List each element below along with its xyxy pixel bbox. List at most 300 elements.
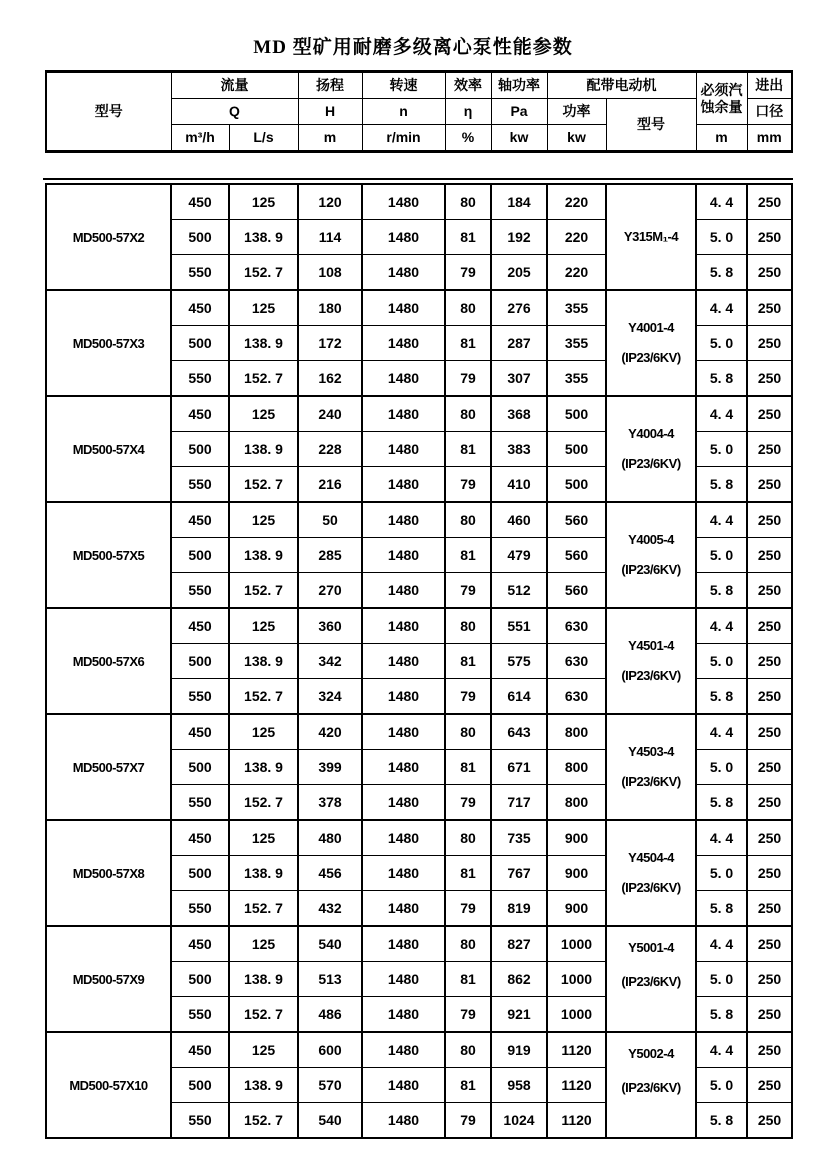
header-table [45,70,793,153]
unit-flow-m3h: m³/h [171,125,229,152]
npsh-cell: 5. 8 [696,1103,747,1139]
port-diameter-cell: 250 [747,538,792,573]
motor-power-cell: 800 [547,750,606,785]
port-diameter-cell: 250 [747,750,792,785]
flow-m3h-cell: 500 [171,856,229,891]
motor-model-line: Y4503-4 [628,744,674,759]
flow-m3h-cell: 500 [171,432,229,467]
npsh-cell: 4. 4 [696,1032,747,1068]
port-diameter-cell: 250 [747,997,792,1033]
col-header-motor-model: 型号 [606,99,696,152]
npsh-cell: 4. 4 [696,926,747,962]
port-diameter-cell: 250 [747,502,792,538]
port-diameter-cell: 250 [747,926,792,962]
flow-m3h-cell: 550 [171,997,229,1033]
motor-model-line: Y4005-4 [628,532,674,547]
unit-npsh: m [696,125,747,152]
head-cell: 432 [298,891,362,927]
shaft-power-cell: 551 [491,608,547,644]
port-diameter-cell: 250 [747,891,792,927]
npsh-cell: 5. 8 [696,997,747,1033]
port-diameter-cell: 250 [747,573,792,609]
motor-model-cell [606,926,696,1032]
flow-m3h-cell: 450 [171,396,229,432]
flow-ls-cell: 125 [229,290,298,326]
head-cell: 324 [298,679,362,715]
port-diameter-cell: 250 [747,714,792,750]
motor-power-cell: 220 [547,255,606,291]
motor-model-line: (IP23/6KV) [621,456,681,471]
port-diameter-cell: 250 [747,467,792,503]
efficiency-cell: 79 [445,255,491,291]
npsh-cell: 5. 0 [696,856,747,891]
flow-m3h-cell: 450 [171,820,229,856]
npsh-cell: 5. 0 [696,962,747,997]
col-header-efficiency: 效率 [445,72,491,99]
efficiency-cell: 81 [445,644,491,679]
pump-model-cell: MD500-57X9 [46,926,171,1032]
motor-power-cell: 900 [547,891,606,927]
col-header-head: 扬程 [298,72,362,99]
port-diameter-cell: 250 [747,361,792,397]
motor-model-cell [606,396,696,502]
speed-cell: 1480 [362,785,445,821]
head-cell: 180 [298,290,362,326]
flow-m3h-cell: 450 [171,714,229,750]
motor-power-cell: 500 [547,432,606,467]
shaft-power-cell: 643 [491,714,547,750]
col-header-shaft-power-symbol: Pa [491,99,547,125]
port-diameter-cell: 250 [747,184,792,220]
flow-ls-cell: 152. 7 [229,573,298,609]
motor-power-cell: 355 [547,326,606,361]
motor-model-line: Y4504-4 [628,850,674,865]
efficiency-cell: 80 [445,1032,491,1068]
motor-model-line: Y4501-4 [628,638,674,653]
port-diameter-cell: 250 [747,820,792,856]
motor-model-line: Y315M₁-4 [623,229,679,244]
unit-motor-power: kw [547,125,606,152]
flow-ls-cell: 125 [229,184,298,220]
motor-model-line: (IP23/6KV) [621,668,681,683]
pump-model-cell: MD500-57X6 [46,608,171,714]
head-cell: 480 [298,820,362,856]
motor-power-cell: 800 [547,714,606,750]
motor-model-line: (IP23/6KV) [621,974,681,989]
efficiency-cell: 79 [445,467,491,503]
head-cell: 270 [298,573,362,609]
flow-ls-cell: 125 [229,608,298,644]
npsh-cell: 5. 0 [696,538,747,573]
npsh-cell: 4. 4 [696,396,747,432]
motor-model-cell [606,502,696,608]
motor-model-cell [606,714,696,820]
speed-cell: 1480 [362,502,445,538]
motor-model-line: (IP23/6KV) [621,774,681,789]
efficiency-cell: 79 [445,785,491,821]
motor-power-cell: 1120 [547,1032,606,1068]
efficiency-cell: 81 [445,432,491,467]
speed-cell: 1480 [362,714,445,750]
col-header-speed-symbol: n [362,99,445,125]
speed-cell: 1480 [362,644,445,679]
flow-ls-cell: 138. 9 [229,220,298,255]
shaft-power-cell: 287 [491,326,547,361]
flow-ls-cell: 138. 9 [229,856,298,891]
shaft-power-cell: 767 [491,856,547,891]
motor-model-cell [606,184,696,290]
pump-model-cell: MD500-57X3 [46,290,171,396]
npsh-cell: 5. 0 [696,644,747,679]
unit-shaft-power: kw [491,125,547,152]
pump-model-cell: MD500-57X8 [46,820,171,926]
shaft-power-cell: 184 [491,184,547,220]
head-cell: 285 [298,538,362,573]
motor-power-cell: 1000 [547,997,606,1033]
efficiency-cell: 79 [445,361,491,397]
motor-power-cell: 355 [547,290,606,326]
head-cell: 216 [298,467,362,503]
head-cell: 570 [298,1068,362,1103]
flow-ls-cell: 125 [229,1032,298,1068]
motor-model-cell [606,608,696,714]
npsh-cell: 5. 8 [696,255,747,291]
speed-cell: 1480 [362,573,445,609]
speed-cell: 1480 [362,820,445,856]
shaft-power-cell: 862 [491,962,547,997]
shaft-power-cell: 307 [491,361,547,397]
flow-m3h-cell: 450 [171,502,229,538]
unit-efficiency: % [445,125,491,152]
motor-power-cell: 560 [547,573,606,609]
flow-m3h-cell: 550 [171,467,229,503]
pump-model-cell: MD500-57X5 [46,502,171,608]
flow-m3h-cell: 550 [171,679,229,715]
port-diameter-cell: 250 [747,432,792,467]
pump-model-cell: MD500-57X7 [46,714,171,820]
motor-power-cell: 355 [547,361,606,397]
efficiency-cell: 80 [445,502,491,538]
speed-cell: 1480 [362,361,445,397]
speed-cell: 1480 [362,1068,445,1103]
efficiency-cell: 79 [445,679,491,715]
motor-model-line: (IP23/6KV) [621,1080,681,1095]
motor-power-cell: 560 [547,502,606,538]
npsh-cell: 4. 4 [696,608,747,644]
motor-power-cell: 900 [547,856,606,891]
shaft-power-cell: 410 [491,467,547,503]
flow-m3h-cell: 500 [171,750,229,785]
head-cell: 420 [298,714,362,750]
col-header-shaft-power: 轴功率 [491,72,547,99]
port-diameter-cell: 250 [747,220,792,255]
head-cell: 108 [298,255,362,291]
motor-power-cell: 630 [547,679,606,715]
npsh-cell: 4. 4 [696,820,747,856]
shaft-power-cell: 205 [491,255,547,291]
motor-model-line: (IP23/6KV) [621,880,681,895]
shaft-power-cell: 192 [491,220,547,255]
head-cell: 540 [298,926,362,962]
speed-cell: 1480 [362,432,445,467]
flow-m3h-cell: 500 [171,644,229,679]
speed-cell: 1480 [362,255,445,291]
flow-m3h-cell: 450 [171,290,229,326]
shaft-power-cell: 460 [491,502,547,538]
col-header-port-line1: 进出 [747,72,792,99]
flow-m3h-cell: 500 [171,962,229,997]
shaft-power-cell: 717 [491,785,547,821]
motor-power-cell: 220 [547,220,606,255]
efficiency-cell: 81 [445,538,491,573]
page-title: MD 型矿用耐磨多级离心泵性能参数 [253,37,573,58]
motor-power-cell: 1000 [547,926,606,962]
table-top-rule [43,178,793,180]
port-diameter-cell: 250 [747,396,792,432]
flow-m3h-cell: 550 [171,573,229,609]
motor-power-cell: 630 [547,644,606,679]
unit-flow-ls: L/s [229,125,298,152]
flow-m3h-cell: 500 [171,220,229,255]
flow-m3h-cell: 550 [171,361,229,397]
flow-ls-cell: 138. 9 [229,750,298,785]
unit-speed: r/min [362,125,445,152]
flow-m3h-cell: 550 [171,1103,229,1139]
flow-m3h-cell: 500 [171,326,229,361]
shaft-power-cell: 614 [491,679,547,715]
head-cell: 540 [298,1103,362,1139]
motor-model-cell [606,290,696,396]
npsh-cell: 5. 8 [696,891,747,927]
head-cell: 456 [298,856,362,891]
head-cell: 342 [298,644,362,679]
npsh-cell: 5. 0 [696,750,747,785]
efficiency-cell: 79 [445,891,491,927]
port-diameter-cell: 250 [747,1032,792,1068]
flow-ls-cell: 152. 7 [229,1103,298,1139]
head-cell: 228 [298,432,362,467]
flow-ls-cell: 152. 7 [229,467,298,503]
motor-power-cell: 1000 [547,962,606,997]
flow-ls-cell: 152. 7 [229,997,298,1033]
flow-ls-cell: 152. 7 [229,785,298,821]
npsh-cell: 5. 0 [696,432,747,467]
head-cell: 378 [298,785,362,821]
motor-model-line: Y4001-4 [628,320,674,335]
speed-cell: 1480 [362,326,445,361]
shaft-power-cell: 479 [491,538,547,573]
flow-m3h-cell: 450 [171,184,229,220]
efficiency-cell: 81 [445,962,491,997]
flow-ls-cell: 152. 7 [229,255,298,291]
port-diameter-cell: 250 [747,785,792,821]
npsh-cell: 5. 8 [696,361,747,397]
head-cell: 120 [298,184,362,220]
speed-cell: 1480 [362,396,445,432]
speed-cell: 1480 [362,856,445,891]
speed-cell: 1480 [362,220,445,255]
pump-model-cell: MD500-57X4 [46,396,171,502]
flow-ls-cell: 152. 7 [229,679,298,715]
efficiency-cell: 80 [445,608,491,644]
speed-cell: 1480 [362,750,445,785]
flow-ls-cell: 125 [229,502,298,538]
flow-m3h-cell: 450 [171,1032,229,1068]
motor-power-cell: 630 [547,608,606,644]
pump-model-cell: MD500-57X10 [46,1032,171,1138]
speed-cell: 1480 [362,608,445,644]
npsh-cell: 5. 0 [696,326,747,361]
flow-ls-cell: 138. 9 [229,326,298,361]
col-header-model: 型号 [46,72,171,152]
head-cell: 513 [298,962,362,997]
motor-power-cell: 1120 [547,1103,606,1139]
efficiency-cell: 81 [445,856,491,891]
efficiency-cell: 81 [445,1068,491,1103]
flow-m3h-cell: 450 [171,926,229,962]
col-header-efficiency-symbol: η [445,99,491,125]
head-cell: 486 [298,997,362,1033]
col-header-head-symbol: H [298,99,362,125]
shaft-power-cell: 512 [491,573,547,609]
speed-cell: 1480 [362,679,445,715]
flow-m3h-cell: 550 [171,891,229,927]
npsh-cell: 4. 4 [696,502,747,538]
col-header-port-line2: 口径 [747,99,792,125]
npsh-cell: 4. 4 [696,184,747,220]
npsh-cell: 5. 8 [696,467,747,503]
motor-power-cell: 560 [547,538,606,573]
motor-power-cell: 500 [547,467,606,503]
speed-cell: 1480 [362,1032,445,1068]
npsh-label-line1: 必须汽 [700,82,743,99]
flow-ls-cell: 138. 9 [229,538,298,573]
port-diameter-cell: 250 [747,255,792,291]
pump-model-cell: MD500-57X2 [46,184,171,290]
spec-table [45,183,793,1139]
unit-port: mm [747,125,792,152]
efficiency-cell: 81 [445,220,491,255]
flow-m3h-cell: 500 [171,1068,229,1103]
flow-ls-cell: 138. 9 [229,962,298,997]
motor-power-cell: 220 [547,184,606,220]
flow-ls-cell: 125 [229,396,298,432]
efficiency-cell: 80 [445,396,491,432]
col-header-speed: 转速 [362,72,445,99]
shaft-power-cell: 919 [491,1032,547,1068]
motor-power-cell: 800 [547,785,606,821]
shaft-power-cell: 827 [491,926,547,962]
port-diameter-cell: 250 [747,290,792,326]
efficiency-cell: 80 [445,290,491,326]
motor-model-line: Y4004-4 [628,426,674,441]
efficiency-cell: 80 [445,820,491,856]
npsh-cell: 4. 4 [696,714,747,750]
npsh-cell: 5. 0 [696,220,747,255]
shaft-power-cell: 921 [491,997,547,1033]
shaft-power-cell: 575 [491,644,547,679]
flow-ls-cell: 152. 7 [229,361,298,397]
shaft-power-cell: 819 [491,891,547,927]
efficiency-cell: 79 [445,1103,491,1139]
shaft-power-cell: 276 [491,290,547,326]
flow-ls-cell: 138. 9 [229,644,298,679]
speed-cell: 1480 [362,891,445,927]
head-cell: 360 [298,608,362,644]
npsh-label-line2: 蚀余量 [700,98,743,115]
flow-m3h-cell: 550 [171,785,229,821]
shaft-power-cell: 671 [491,750,547,785]
flow-ls-cell: 138. 9 [229,1068,298,1103]
unit-head: m [298,125,362,152]
flow-ls-cell: 138. 9 [229,432,298,467]
efficiency-cell: 80 [445,714,491,750]
head-cell: 162 [298,361,362,397]
flow-m3h-cell: 550 [171,255,229,291]
flow-m3h-cell: 500 [171,538,229,573]
shaft-power-cell: 735 [491,820,547,856]
flow-ls-cell: 152. 7 [229,891,298,927]
npsh-cell: 5. 8 [696,785,747,821]
efficiency-cell: 80 [445,926,491,962]
col-header-npsh [696,72,747,125]
col-header-motor: 配带电动机 [547,72,696,99]
speed-cell: 1480 [362,290,445,326]
flow-ls-cell: 125 [229,926,298,962]
motor-model-cell [606,1032,696,1138]
motor-power-cell: 1120 [547,1068,606,1103]
head-cell: 172 [298,326,362,361]
col-header-flow-symbol: Q [171,99,298,125]
head-cell: 114 [298,220,362,255]
speed-cell: 1480 [362,538,445,573]
npsh-cell: 4. 4 [696,290,747,326]
port-diameter-cell: 250 [747,326,792,361]
port-diameter-cell: 250 [747,608,792,644]
speed-cell: 1480 [362,1103,445,1139]
npsh-cell: 5. 0 [696,1068,747,1103]
shaft-power-cell: 368 [491,396,547,432]
motor-power-cell: 500 [547,396,606,432]
col-header-motor-power: 功率 [547,99,606,125]
motor-power-cell: 900 [547,820,606,856]
shaft-power-cell: 383 [491,432,547,467]
speed-cell: 1480 [362,997,445,1033]
port-diameter-cell: 250 [747,644,792,679]
speed-cell: 1480 [362,962,445,997]
efficiency-cell: 80 [445,184,491,220]
head-cell: 600 [298,1032,362,1068]
motor-model-line: (IP23/6KV) [621,350,681,365]
speed-cell: 1480 [362,184,445,220]
flow-ls-cell: 125 [229,714,298,750]
port-diameter-cell: 250 [747,1068,792,1103]
efficiency-cell: 81 [445,750,491,785]
shaft-power-cell: 1024 [491,1103,547,1139]
efficiency-cell: 81 [445,326,491,361]
flow-ls-cell: 125 [229,820,298,856]
flow-m3h-cell: 450 [171,608,229,644]
efficiency-cell: 79 [445,573,491,609]
shaft-power-cell: 958 [491,1068,547,1103]
head-cell: 240 [298,396,362,432]
head-cell: 399 [298,750,362,785]
port-diameter-cell: 250 [747,962,792,997]
efficiency-cell: 79 [445,997,491,1033]
port-diameter-cell: 250 [747,679,792,715]
npsh-cell: 5. 8 [696,573,747,609]
head-cell: 50 [298,502,362,538]
